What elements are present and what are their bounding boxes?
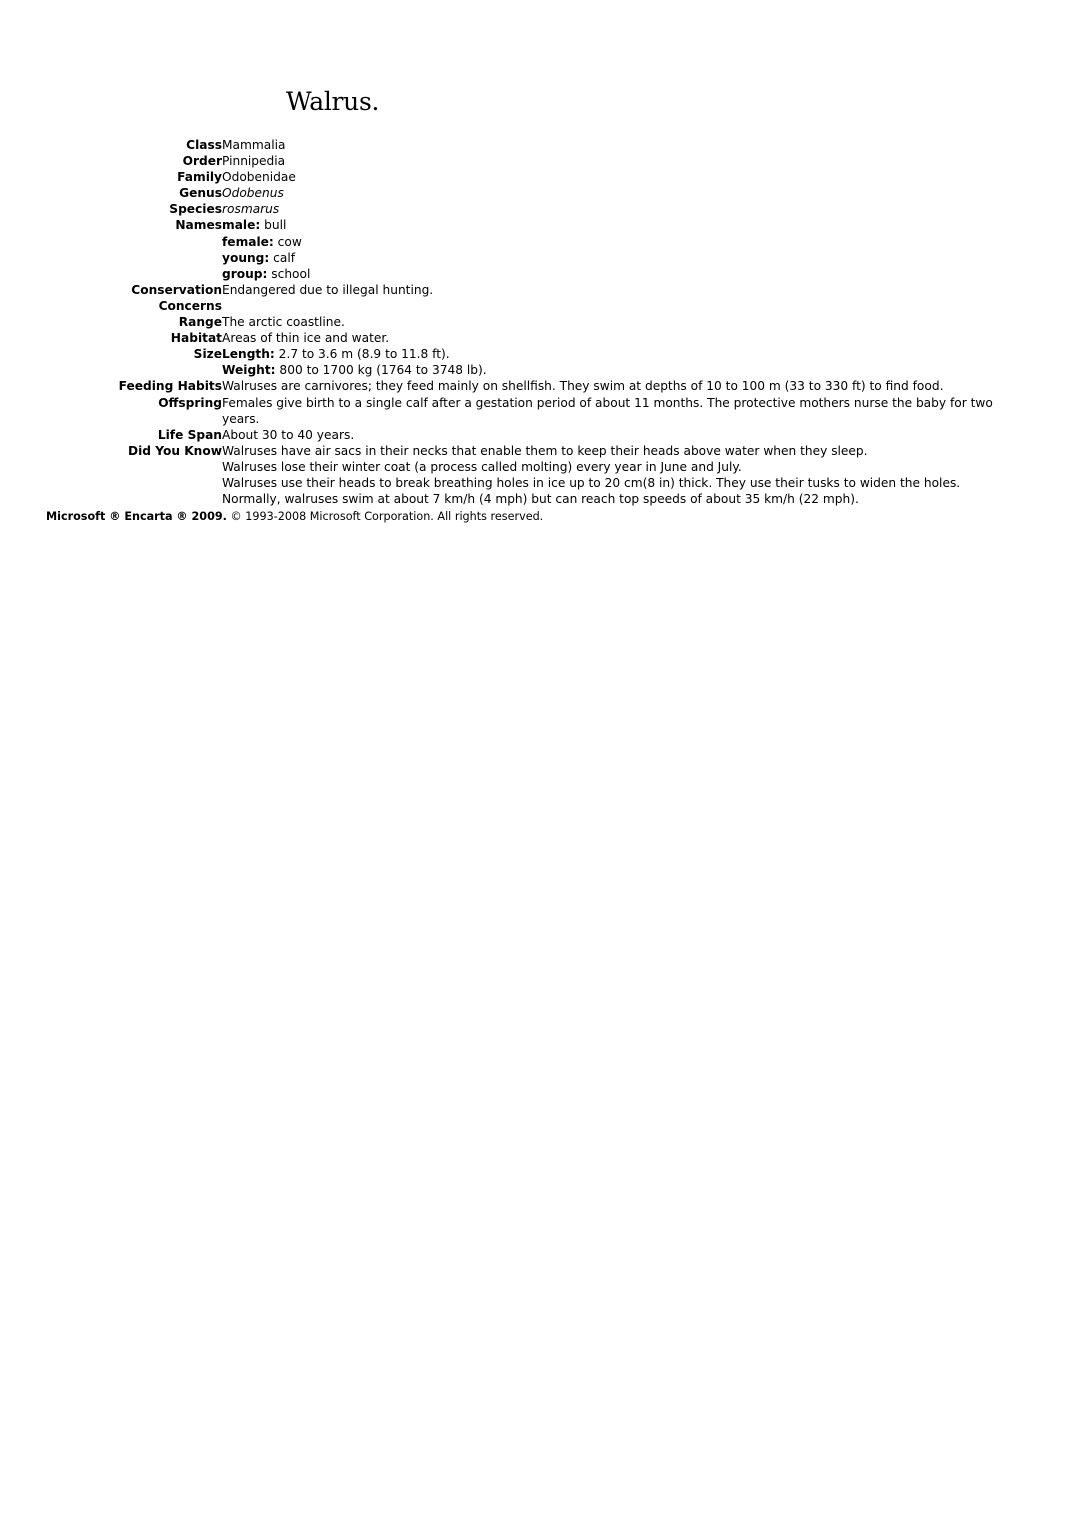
fact-label: Life Span xyxy=(157,427,222,442)
fact-row-conservation xyxy=(0,282,1030,314)
fact-value: Pinnipedia xyxy=(222,154,286,169)
fact-row-size xyxy=(0,346,1030,378)
fact-value xyxy=(222,217,1030,281)
fact-value xyxy=(222,443,1030,507)
fact-label: Family xyxy=(177,170,222,185)
fact-label: Habitat xyxy=(170,331,222,346)
page-title: Walrus. xyxy=(286,86,380,116)
fact-label: Genus xyxy=(179,186,222,201)
fun-fact: Normally, walruses swim at about 7 km/h (4 mph) but can reach top speeds of about 35 km/h (22 mph). xyxy=(222,492,859,507)
fact-row-feeding xyxy=(0,378,1030,394)
fact-label: Species xyxy=(169,202,222,217)
fact-row-habitat xyxy=(0,330,1030,346)
fact-value xyxy=(222,346,1030,378)
fact-label: Offspring xyxy=(158,395,222,410)
fact-label: Conservation Concerns xyxy=(131,282,222,313)
fact-row-lifespan xyxy=(0,427,1030,443)
fact-value: Females give birth to a single calf after a gestation period of about 11 months. The protective mothers nurse the baby for two years. xyxy=(222,395,993,426)
fact-label: Did You Know xyxy=(127,443,222,458)
fact-value: About 30 to 40 years. xyxy=(222,427,355,442)
fact-value: Mammalia xyxy=(222,138,286,152)
fact-table xyxy=(0,137,1030,507)
fact-label: Class xyxy=(186,138,222,152)
fun-fact: Walruses have air sacs in their necks that enable them to keep their heads above water when they sleep. xyxy=(222,443,868,458)
size-length: Length: 2.7 to 3.6 m (8.9 to 11.8 ft). xyxy=(222,347,450,362)
fact-value: Odobenus xyxy=(222,186,284,201)
name-female: female: cow xyxy=(222,234,302,249)
fact-row-offspring xyxy=(0,395,1030,427)
fact-value: Walruses are carnivores; they feed mainly on shellfish. They swim at depths of 10 to 100 m (33 to 330 ft) to find food. xyxy=(222,379,944,394)
fun-fact: Walruses lose their winter coat (a process called molting) every year in June and July. xyxy=(222,459,742,474)
fact-label: Order xyxy=(182,154,222,169)
fact-row-did-you-know xyxy=(0,443,1030,507)
size-weight: Weight: 800 to 1700 kg (1764 to 3748 lb). xyxy=(222,363,487,378)
fact-value: Odobenidae xyxy=(222,170,296,185)
fact-label: Range xyxy=(178,315,222,330)
fact-row-names xyxy=(0,217,1030,281)
fact-row-family xyxy=(0,169,1030,185)
name-group: group: school xyxy=(222,266,311,281)
footer-copyright: © 1993-2008 Microsoft Corporation. All rights reserved. xyxy=(226,510,544,523)
fun-fact: Walruses use their heads to break breathing holes in ice up to 20 cm(8 in) thick. They use their tusks to widen the holes. xyxy=(222,475,961,490)
fact-label: Size xyxy=(193,347,222,362)
fact-row-order xyxy=(0,153,1030,169)
fact-value: The arctic coastline. xyxy=(222,315,345,330)
fact-label: Names xyxy=(175,218,222,233)
fact-value: rosmarus xyxy=(222,202,280,217)
fact-value: Endangered due to illegal hunting. xyxy=(222,282,434,297)
fact-row-class xyxy=(0,137,1030,153)
fact-value: Areas of thin ice and water. xyxy=(222,331,390,346)
name-male: male: bull xyxy=(222,218,287,233)
fact-row-range xyxy=(0,314,1030,330)
footer-brand: Microsoft ® Encarta ® 2009. xyxy=(46,510,227,523)
name-young: young: calf xyxy=(222,250,296,265)
copyright-footer xyxy=(46,510,543,524)
fact-label: Feeding Habits xyxy=(118,379,222,394)
fact-row-species xyxy=(0,201,1030,217)
fact-row-genus xyxy=(0,185,1030,201)
